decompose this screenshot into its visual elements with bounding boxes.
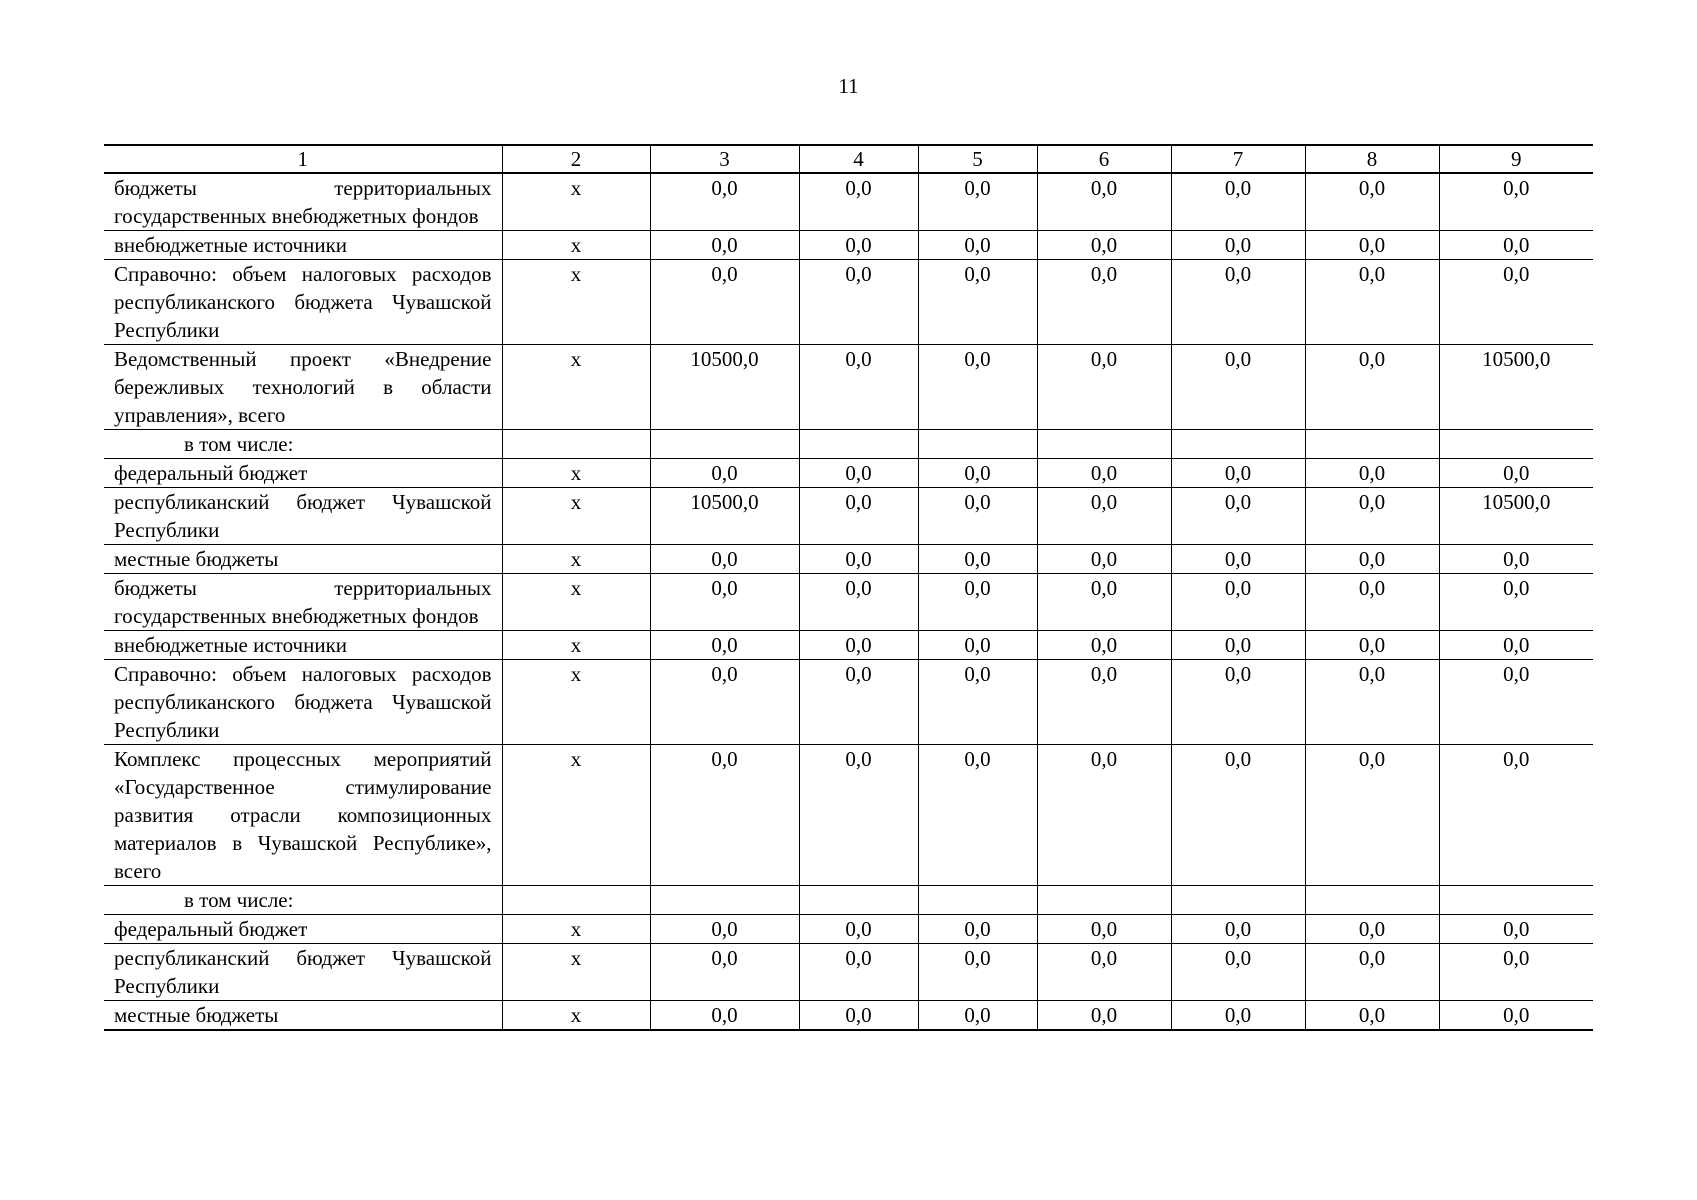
table-cell: 0,0 [1305,1001,1439,1031]
table-cell: 0,0 [1305,231,1439,260]
table-cell: 0,0 [1171,231,1305,260]
row-label: в том числе: [104,430,502,459]
column-header: 7 [1171,145,1305,173]
table-cell: 0,0 [1305,260,1439,345]
table-cell: 10500,0 [650,488,799,545]
row-label: в том числе: [104,886,502,915]
table-cell: x [502,1001,650,1031]
table-row [104,660,1593,745]
table-cell: 0,0 [918,260,1037,345]
table-cell: 0,0 [1171,545,1305,574]
table-cell: 0,0 [918,345,1037,430]
table-cell: 0,0 [799,260,918,345]
table-cell: 0,0 [1171,660,1305,745]
table-cell: 0,0 [918,488,1037,545]
table-cell: 0,0 [650,915,799,944]
table-cell: 0,0 [799,231,918,260]
table-cell: 0,0 [1305,345,1439,430]
table-row [104,886,1593,915]
table-cell: 0,0 [1439,459,1593,488]
table-cell: 0,0 [1037,545,1171,574]
table-cell: 0,0 [918,660,1037,745]
table-cell: x [502,545,650,574]
table-cell: 0,0 [1037,345,1171,430]
table-cell: 0,0 [799,173,918,231]
table-cell: x [502,574,650,631]
table-cell: 0,0 [1171,488,1305,545]
row-label: местные бюджеты [104,1001,502,1031]
table-cell: 0,0 [1037,459,1171,488]
table-cell: 0,0 [1037,231,1171,260]
row-label: Комплекс процессных мероприятий «Государственное стимулирование развития отрасли композиционных материалов в Чувашской Республике», всего [104,745,502,886]
table-cell: 0,0 [918,631,1037,660]
table-cell: 0,0 [1439,631,1593,660]
table-cell: 0,0 [918,745,1037,886]
table-cell: 0,0 [1171,745,1305,886]
table-cell: x [502,745,650,886]
table-cell: x [502,345,650,430]
table-cell: 0,0 [799,574,918,631]
table-cell: 0,0 [1305,944,1439,1001]
table-cell: 0,0 [918,459,1037,488]
table-row [104,745,1593,886]
table-row [104,915,1593,944]
table-row [104,459,1593,488]
table-cell: 0,0 [799,944,918,1001]
table-cell: 0,0 [1305,631,1439,660]
table-cell: 0,0 [1305,745,1439,886]
table-cell: 0,0 [650,231,799,260]
table-cell: 0,0 [1171,574,1305,631]
table-cell: 0,0 [1171,260,1305,345]
table-row [104,488,1593,545]
column-header: 8 [1305,145,1439,173]
column-header: 4 [799,145,918,173]
table-cell [1305,886,1439,915]
table-cell: 0,0 [1305,488,1439,545]
table-cell: 0,0 [650,260,799,345]
table-cell: 0,0 [1037,260,1171,345]
table-cell: x [502,944,650,1001]
table-cell: 0,0 [650,545,799,574]
table-cell: x [502,915,650,944]
table-cell: x [502,260,650,345]
table-cell: 0,0 [650,574,799,631]
table-cell: 0,0 [650,459,799,488]
table-cell [502,430,650,459]
table-cell: 0,0 [1171,459,1305,488]
table-cell: 0,0 [1439,231,1593,260]
table-cell: 0,0 [1439,1001,1593,1031]
table-cell: 0,0 [799,345,918,430]
table-cell: 0,0 [799,488,918,545]
table-cell: 0,0 [1037,1001,1171,1031]
table-cell: 0,0 [1305,173,1439,231]
table-cell: 0,0 [1305,660,1439,745]
table-cell: 0,0 [1037,574,1171,631]
table-header-row [104,145,1593,173]
table-cell: 0,0 [650,631,799,660]
table-cell: 0,0 [918,915,1037,944]
row-label: внебюджетные источники [104,231,502,260]
table-cell: 0,0 [1037,631,1171,660]
table-row [104,1001,1593,1031]
table-cell: 0,0 [1305,459,1439,488]
table-cell: 0,0 [650,1001,799,1031]
table-cell: 0,0 [799,1001,918,1031]
table-cell: 0,0 [1171,631,1305,660]
table-cell: 0,0 [918,545,1037,574]
table-cell: 0,0 [799,660,918,745]
table-cell [650,430,799,459]
table-cell: x [502,488,650,545]
table-row [104,173,1593,231]
budget-table [104,144,1593,1031]
row-label: республиканский бюджет Чувашской Республики [104,944,502,1001]
table-cell [1037,430,1171,459]
table-cell [918,886,1037,915]
table-cell: 0,0 [918,574,1037,631]
table-cell: 0,0 [1037,915,1171,944]
table-cell: 0,0 [1439,944,1593,1001]
table-cell [1305,430,1439,459]
row-label: федеральный бюджет [104,915,502,944]
table-cell [650,886,799,915]
table-cell [1037,886,1171,915]
table-cell: x [502,231,650,260]
table-cell: x [502,660,650,745]
table-cell [1171,430,1305,459]
table-cell [799,430,918,459]
table-cell [1439,886,1593,915]
table-cell: 0,0 [1305,915,1439,944]
row-label: внебюджетные источники [104,631,502,660]
table-cell: 0,0 [1439,545,1593,574]
column-header: 5 [918,145,1037,173]
table-cell: 0,0 [1037,173,1171,231]
row-label: федеральный бюджет [104,459,502,488]
table-cell: 0,0 [1439,173,1593,231]
table-row [104,260,1593,345]
column-header: 2 [502,145,650,173]
table-cell: 0,0 [1305,545,1439,574]
column-header: 6 [1037,145,1171,173]
table-cell: 0,0 [650,173,799,231]
table-cell: 0,0 [1305,574,1439,631]
table-cell: 0,0 [799,459,918,488]
row-label: Справочно: объем налоговых расходов республиканского бюджета Чувашской Республики [104,660,502,745]
table-row [104,944,1593,1001]
row-label: бюджеты территориальных государственных внебюджетных фондов [104,574,502,631]
table-cell: 10500,0 [1439,488,1593,545]
table-cell: 0,0 [1171,173,1305,231]
table-cell [799,886,918,915]
table-cell: 0,0 [650,745,799,886]
table-cell: x [502,173,650,231]
table-row [104,574,1593,631]
table-row [104,231,1593,260]
table-cell [1171,886,1305,915]
table-cell: 0,0 [1037,488,1171,545]
table-cell: 0,0 [799,545,918,574]
table-cell: 0,0 [650,944,799,1001]
column-header: 1 [104,145,502,173]
table-cell: 0,0 [1171,944,1305,1001]
row-label: Справочно: объем налоговых расходов республиканского бюджета Чувашской Республики [104,260,502,345]
table-cell: 0,0 [918,944,1037,1001]
table-cell: 0,0 [1439,745,1593,886]
table-cell: 0,0 [918,1001,1037,1031]
table-cell: 0,0 [1171,345,1305,430]
table-row [104,631,1593,660]
table-cell: 10500,0 [1439,345,1593,430]
row-label: республиканский бюджет Чувашской Республики [104,488,502,545]
table-body [104,173,1593,1030]
table-cell: 0,0 [1037,944,1171,1001]
table-cell: 0,0 [799,745,918,886]
row-label: местные бюджеты [104,545,502,574]
table-cell: 0,0 [1439,574,1593,631]
table-cell: 0,0 [650,660,799,745]
table-cell [918,430,1037,459]
table-cell: 0,0 [918,231,1037,260]
table-cell: 0,0 [1171,915,1305,944]
table-cell: 0,0 [1439,915,1593,944]
table-cell: 0,0 [799,631,918,660]
column-header: 9 [1439,145,1593,173]
table-cell: 0,0 [1037,745,1171,886]
table-cell: 0,0 [799,915,918,944]
table-cell: 10500,0 [650,345,799,430]
table-cell: x [502,459,650,488]
page-number: 11 [838,74,859,98]
table-cell [1439,430,1593,459]
table-row [104,345,1593,430]
table-cell: 0,0 [1171,1001,1305,1031]
row-label: Ведомственный проект «Внедрение бережливых технологий в области управления», всего [104,345,502,430]
table-cell: 0,0 [1037,660,1171,745]
table-cell: 0,0 [1439,260,1593,345]
table-cell: 0,0 [1439,660,1593,745]
table-cell: x [502,631,650,660]
table-cell: 0,0 [918,173,1037,231]
table-cell [502,886,650,915]
table-row [104,545,1593,574]
row-label: бюджеты территориальных государственных внебюджетных фондов [104,173,502,231]
column-header: 3 [650,145,799,173]
table-row [104,430,1593,459]
